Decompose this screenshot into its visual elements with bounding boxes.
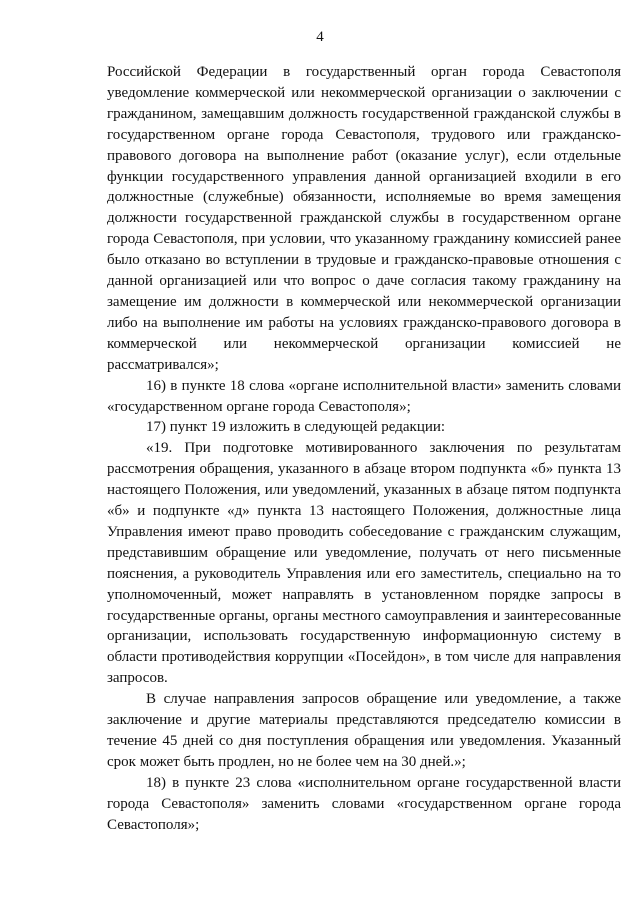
page-number: 4	[316, 29, 324, 45]
paragraph-continuation: Российской Федерации в государственный орган города Севастополя уведомление коммерческой или некоммерческой организации о заключении с гражданином, замещавшим должность государственной гражданской службы в государственном органе города Севастополя, трудового или гражданско-правового договора на выполнение работ (оказание услуг), если отдельные функции государственного управления данной организацией входили в его должностные (служебные) обязанности, исполняемые во время замещения должности государственной гражданской службы в государственном органе города Севастополя, при условии, что указанному гражданину комиссией ранее было отказано во вступлении в трудовые и гражданско-правовые отношения с данной организацией или что вопрос о даче согласия такому гражданину на замещение им должности в коммерческой или некоммерческой организации либо на выполнение им работы на условиях гражданско-правового договора в коммерческой или некоммерческой организации комиссией не рассматривался»;	[107, 64, 621, 373]
paragraph-requests: В случае направления запросов обращение или уведомление, а также заключение и другие материалы представляются председателю комиссии в течение 45 дней со дня поступления обращения или уведомления. Указанный срок может быть продлен, но не более чем на 30 дней.»;	[107, 691, 621, 770]
paragraph-item-17: 17) пункт 19 изложить в следующей редакции:	[146, 419, 446, 436]
paragraph-item-16: 16) в пункте 18 слова «органе исполнительной власти» заменить словами «государственном органе города Севастополя»;	[107, 377, 621, 415]
paragraph-item-18: 18) в пункте 23 слова «исполнительном органе государственной власти города Севастополя» заменить словами «государственном органе города Севастополя»;	[107, 774, 621, 833]
document-body	[107, 62, 621, 836]
paragraph-point-19: «19. При подготовке мотивированного заключения по результатам рассмотрения обращения, указанного в абзаце втором подпункта «б» пункта 13 настоящего Положения, или уведомлений, указанных в абзаце пятом подпункта «б» и подпункте «д» пункта 13 настоящего Положения, должностные лица Управления имеют право проводить собеседование с гражданским служащим, представившим обращение или уведомление, получать от него письменные пояснения, а руководитель Управления или его заместитель, специально на то уполномоченный, может направлять в установленном порядке запросы в государственные органы, органы местного самоуправления и заинтересованные организации, использовать государственную информационную систему в области противодействия коррупции «Посейдон», в том числе для направления запросов.	[107, 440, 621, 687]
